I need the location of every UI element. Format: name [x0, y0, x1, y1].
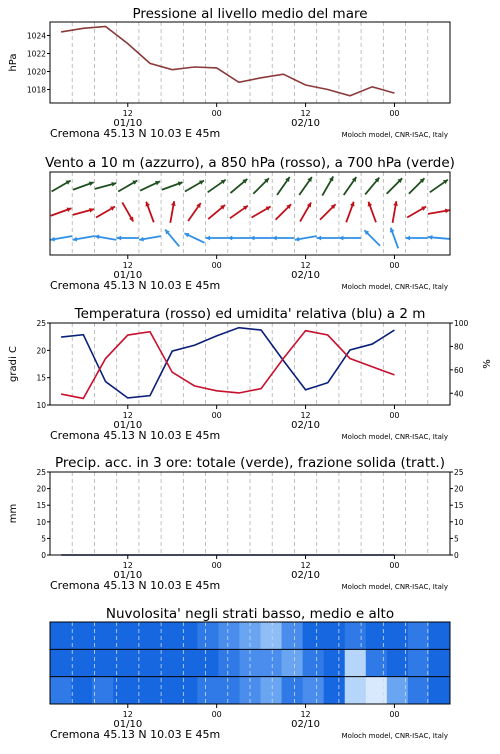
- wind-arrow: [228, 236, 250, 241]
- wind-arrow: [165, 230, 179, 247]
- cloud-cell: [197, 622, 219, 649]
- temp_rh-y2label: %: [482, 359, 493, 369]
- date-label: 02/10: [291, 570, 320, 581]
- y-tick-label: 20: [36, 346, 46, 355]
- x-tick-label: 12: [123, 411, 133, 420]
- x-tick-label: 00: [389, 109, 399, 118]
- cloud-cell: [324, 622, 346, 649]
- location-label: Cremona 45.13 N 10.03 E 45m: [50, 279, 220, 292]
- wind-arrow: [208, 180, 226, 193]
- y-tick-label: 10: [36, 518, 46, 527]
- wind-arrow: [409, 178, 425, 194]
- wind-arrow: [95, 182, 116, 189]
- wind-arrow: [145, 202, 153, 223]
- cloud-cell: [345, 677, 367, 704]
- wind-arrow: [118, 181, 137, 192]
- x-tick-label: 12: [300, 411, 310, 420]
- y2-tick-label: 80: [454, 342, 464, 351]
- cloud-cell: [366, 622, 388, 649]
- y2-tick-label: 10: [454, 518, 464, 527]
- location-label: Cremona 45.13 N 10.03 E 45m: [50, 429, 220, 442]
- cloud-cell: [345, 649, 367, 676]
- wind-arrow: [73, 236, 95, 241]
- wind-arrow: [73, 208, 94, 215]
- wind-arrow: [346, 202, 354, 223]
- wind-arrow: [162, 181, 183, 189]
- wind-arrow: [73, 181, 94, 189]
- y2-tick-label: 100: [454, 319, 469, 328]
- cloud-cell: [134, 677, 156, 704]
- cloud-cell: [92, 622, 114, 649]
- cloud-cell: [176, 622, 198, 649]
- x-tick-label: 00: [212, 261, 222, 270]
- y2-tick-label: 15: [454, 501, 464, 510]
- cloud-cell: [176, 649, 198, 676]
- clouds-title: Nuvolosita' negli strati basso, medio e alto: [106, 606, 394, 622]
- wind-arrow: [139, 236, 161, 241]
- y-tick-label: 1020: [27, 68, 46, 77]
- cloud-cell: [408, 649, 430, 676]
- precip-ylabel: mm: [8, 504, 19, 523]
- wind-arrow: [277, 177, 290, 195]
- pressure-title: Pressione al livello medio del mare: [132, 6, 367, 22]
- x-tick-label: 12: [123, 109, 133, 118]
- wind-arrow: [428, 235, 450, 240]
- wind-arrow: [364, 230, 380, 246]
- model-credit: Moloch model, CNR-ISAC, Italy: [342, 732, 448, 740]
- x-tick-label: 12: [300, 710, 310, 719]
- wind-arrow: [95, 234, 117, 239]
- date-label: 01/10: [113, 420, 142, 431]
- wind-arrow: [52, 181, 71, 192]
- wind-arrow: [50, 236, 72, 241]
- wind-arrow: [428, 208, 450, 213]
- wind-arrow: [117, 236, 139, 241]
- location-label: Cremona 45.13 N 10.03 E 45m: [50, 728, 220, 741]
- wind-arrow: [253, 178, 269, 194]
- y-tick-label: 5: [41, 534, 46, 543]
- cloud-cell: [134, 649, 156, 676]
- wind-row: [51, 201, 450, 223]
- wind-arrow: [320, 204, 336, 220]
- x-tick-label: 00: [389, 261, 399, 270]
- cloud-cell: [197, 649, 219, 676]
- cloud-cell: [218, 677, 240, 704]
- y2-tick-label: 40: [454, 389, 464, 398]
- y-tick-label: 0: [41, 551, 46, 560]
- y-tick-label: 15: [36, 374, 46, 383]
- wind-arrow: [300, 202, 311, 221]
- wind-arrow: [185, 181, 204, 192]
- cloud-cell: [366, 677, 388, 704]
- y2-tick-label: 60: [454, 366, 464, 375]
- cloud-cell: [261, 649, 283, 676]
- wind-arrow: [299, 177, 312, 195]
- cloud-cell: [303, 622, 325, 649]
- cloud-cell: [282, 649, 304, 676]
- location-label: Cremona 45.13 N 10.03 E 45m: [50, 127, 220, 140]
- wind-arrow: [122, 202, 133, 221]
- temp_rh-frame: [50, 323, 450, 405]
- y-tick-label: 15: [36, 501, 46, 510]
- cloud-cell: [345, 622, 367, 649]
- x-tick-label: 00: [212, 411, 222, 420]
- x-tick-label: 12: [123, 710, 133, 719]
- cloud-cell: [324, 649, 346, 676]
- y2-tick-label: 5: [454, 534, 459, 543]
- wind-arrow: [368, 202, 376, 223]
- x-tick-label: 00: [212, 109, 222, 118]
- date-label: 02/10: [291, 719, 320, 730]
- cloud-cell: [71, 622, 93, 649]
- date-label: 02/10: [291, 270, 320, 281]
- wind-arrow: [430, 180, 448, 193]
- cloud-cell: [50, 677, 72, 704]
- temp_rh-title: Temperatura (rosso) ed umidita' relativa (blu) a 2 m: [74, 306, 426, 322]
- cloud-cell: [303, 677, 325, 704]
- wind-arrow: [96, 207, 115, 218]
- cloud-cell: [134, 622, 156, 649]
- wind-arrow: [184, 233, 204, 243]
- pressure-frame: [50, 22, 450, 103]
- precip-title: Precip. acc. in 3 ore: totale (verde), frazione solida (tratt.): [55, 455, 445, 471]
- cloud-cell: [366, 649, 388, 676]
- cloud-cell: [50, 622, 72, 649]
- x-tick-label: 12: [300, 261, 310, 270]
- y2-tick-label: 0: [454, 551, 459, 560]
- wind-arrow: [407, 207, 426, 218]
- x-tick-label: 12: [123, 261, 133, 270]
- wind-arrow: [390, 228, 398, 249]
- wind-arrow: [295, 236, 317, 241]
- model-credit: Moloch model, CNR-ISAC, Italy: [342, 433, 448, 441]
- wind-arrow: [208, 205, 225, 219]
- date-label: 01/10: [113, 570, 142, 581]
- wind-arrow: [387, 178, 403, 194]
- date-label: 01/10: [113, 118, 142, 129]
- cloud-cell: [92, 677, 114, 704]
- y-tick-label: 1018: [27, 86, 46, 95]
- wind-title: Vento a 10 m (azzurro), a 850 hPa (rosso), a 700 hPa (verde): [45, 155, 455, 171]
- y2-tick-label: 25: [454, 468, 464, 477]
- x-tick-label: 00: [212, 710, 222, 719]
- date-label: 01/10: [113, 719, 142, 730]
- cloud-cell: [282, 622, 304, 649]
- wind-arrow: [188, 203, 201, 221]
- x-tick-label: 12: [123, 561, 133, 570]
- wind-arrow: [206, 236, 228, 241]
- cloud-cell: [155, 677, 177, 704]
- wind-arrow: [230, 206, 248, 219]
- wind-arrow: [317, 236, 339, 241]
- wind-arrow: [140, 181, 160, 191]
- y-tick-label: 25: [36, 319, 46, 328]
- y-tick-label: 20: [36, 485, 46, 494]
- y-tick-label: 25: [36, 468, 46, 477]
- cloud-cell: [218, 622, 240, 649]
- wind-arrow: [406, 236, 428, 241]
- cloud-cell: [197, 677, 219, 704]
- cloud-cell: [155, 622, 177, 649]
- wind-arrow: [230, 179, 247, 193]
- x-tick-label: 00: [212, 561, 222, 570]
- cloud-cell: [261, 622, 283, 649]
- cloud-cell: [324, 677, 346, 704]
- date-label: 01/10: [113, 270, 142, 281]
- cloud-cell: [408, 622, 430, 649]
- wind-arrow: [339, 236, 361, 241]
- cloud-cell: [303, 649, 325, 676]
- date-label: 02/10: [291, 420, 320, 431]
- x-tick-label: 12: [300, 109, 310, 118]
- cloud-cell: [282, 677, 304, 704]
- wind-arrow: [252, 207, 271, 218]
- cloud-cell: [92, 649, 114, 676]
- wind-arrow: [272, 236, 294, 241]
- date-label: 02/10: [291, 118, 320, 129]
- y2-tick-label: 20: [454, 485, 464, 494]
- cloud-cell: [155, 649, 177, 676]
- y-tick-label: 1024: [27, 32, 46, 41]
- model-credit: Moloch model, CNR-ISAC, Italy: [342, 583, 448, 591]
- x-tick-label: 00: [389, 561, 399, 570]
- cloud-cell: [408, 677, 430, 704]
- wind-arrow: [365, 178, 379, 195]
- wind-arrow: [170, 201, 175, 223]
- wind-arrow: [322, 176, 333, 195]
- pressure-ylabel: hPa: [8, 53, 19, 71]
- cloud-cell: [429, 677, 451, 704]
- cloud-cell: [71, 649, 93, 676]
- cloud-cell: [429, 649, 451, 676]
- x-tick-label: 12: [300, 561, 310, 570]
- wind-arrow: [393, 201, 398, 223]
- cloud-cell: [176, 677, 198, 704]
- cloud-cell: [261, 677, 283, 704]
- wind-arrow: [250, 236, 272, 241]
- model-credit: Moloch model, CNR-ISAC, Italy: [342, 283, 448, 291]
- cloud-cell: [71, 677, 93, 704]
- cloud-cell: [218, 649, 240, 676]
- x-tick-label: 00: [389, 710, 399, 719]
- wind-arrow: [344, 177, 357, 195]
- y-tick-label: 1022: [27, 50, 46, 59]
- model-credit: Moloch model, CNR-ISAC, Italy: [342, 131, 448, 139]
- wind-arrow: [51, 207, 72, 215]
- y-tick-label: 10: [36, 401, 46, 410]
- x-tick-label: 00: [389, 411, 399, 420]
- temp_rh-ylabel: gradi C: [8, 346, 19, 382]
- wind-arrow: [276, 204, 292, 220]
- cloud-cell: [429, 622, 451, 649]
- location-label: Cremona 45.13 N 10.03 E 45m: [50, 579, 220, 592]
- cloud-cell: [50, 649, 72, 676]
